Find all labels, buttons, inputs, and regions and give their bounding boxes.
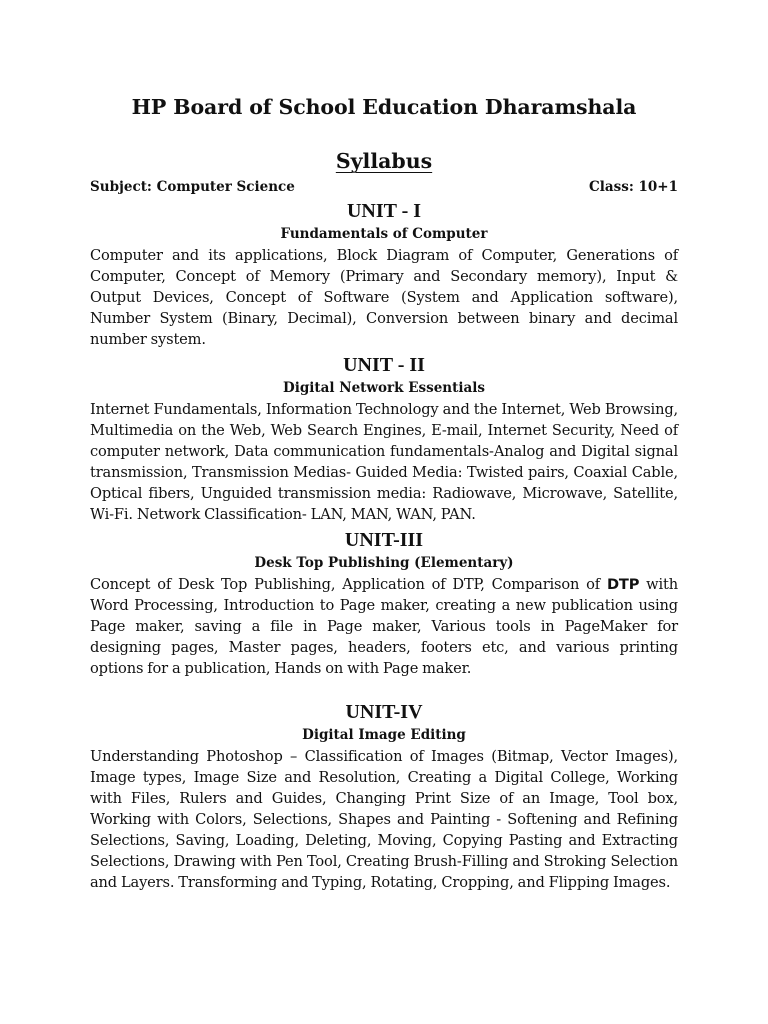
unit-body [90, 574, 678, 679]
dtp-bold-term: DTP [606, 576, 640, 593]
syllabus-page [90, 92, 678, 893]
unit-body-text: Concept of Desk Top Publishing, Application of DTP, Comparison of [90, 576, 607, 593]
board-title: HP Board of School Education Dharamshala [131, 95, 637, 119]
unit-subtitle: Digital Network Essentials [283, 380, 485, 396]
class-label: Class: 10+1 [589, 179, 678, 195]
unit-2-section [90, 352, 678, 525]
unit-heading: UNIT - II [343, 354, 425, 376]
unit-heading: UNIT-IV [345, 701, 423, 723]
unit-4-section [90, 699, 678, 893]
unit-body: Computer and its applications, Block Diagram of Computer, Generations of Computer, Concept of Memory (Primary and Secondary memory), Input & Output Devices, Concept of Software (System and Application software), Number System (Binary, Decimal), Conversion between binary and decimal number system. [90, 247, 678, 348]
unit-body: Understanding Photoshop – Classification of Images (Bitmap, Vector Images), Image types, Image Size and Resolution, Creating a Digital College, Working with Files, Rulers and Guides, Changing Print Size of an Image, Tool box, Working with Colors, Selections, Shapes and Painting - Softening and Refining Selections, Saving, Loading, Deleting, Moving, Copying Pasting and Extracting Selections, Drawing with Pen Tool, Creating Brush-Filling and Stroking Selection and Layers. Transforming and Typing, Rotating, Cropping, and Flipping Images. [90, 748, 678, 891]
syllabus-heading [90, 146, 678, 176]
unit-1-section [90, 198, 678, 350]
unit-3-section [90, 527, 678, 679]
unit-body-text: with Word Processing, Introduction to Page maker, creating a new publication using Page maker, saving a file in Page maker, Various tools in PageMaker for designing pages, Master pages, headers, footers etc, and various printing options for a publication, Hands on with Page maker. [90, 576, 678, 677]
unit-heading: UNIT-III [344, 529, 424, 551]
unit-subtitle: Digital Image Editing [302, 727, 466, 743]
syllabus-heading-text: Syllabus [335, 149, 433, 173]
subject-class-row [90, 177, 678, 198]
unit-subtitle: Fundamentals of Computer [280, 226, 488, 242]
unit-heading: UNIT - I [346, 200, 422, 222]
unit-body: Internet Fundamentals, Information Technology and the Internet, Web Browsing, Multimedia on the Web, Web Search Engines, E-mail, Internet Security, Need of computer network, Data communication fundamentals-Analog and Digital signal transmission, Transmission Medias- Guided Media: Twisted pairs, Coaxial Cable, Optical fibers, Unguided transmission media: Radiowave, Microwave, Satellite, Wi-Fi. Network Classification- LAN, MAN, WAN, PAN. [90, 401, 678, 523]
unit-subtitle: Desk Top Publishing (Elementary) [254, 555, 514, 571]
subject-label: Subject: Computer Science [90, 179, 295, 195]
